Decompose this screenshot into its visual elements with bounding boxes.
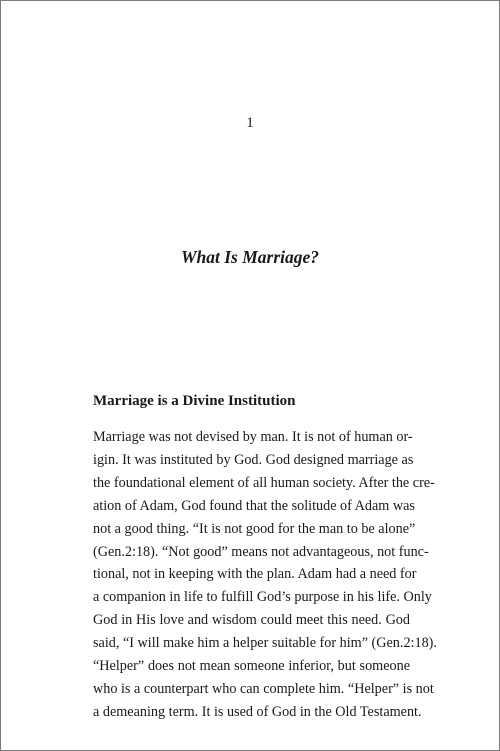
body-line: ation of Adam, God found that the solitude of Adam was (93, 497, 415, 514)
chapter-number: 1 (246, 115, 254, 131)
body-line: God in His love and wisdom could meet this need. God (93, 612, 410, 629)
body-line: the foundational element of all human society. After the cre- (93, 474, 435, 491)
body-line: not a good thing. “It is not good for the man to be alone” (93, 520, 416, 537)
body-line: Marriage was not devised by man. It is not of human or- (93, 429, 413, 445)
body-line: (Gen.2:18). “Not good” means not advantageous, not func- (93, 543, 429, 560)
body-line: “Helper” does not mean someone inferior, but someone (93, 658, 410, 675)
body-line: a demeaning term. It is used of God in the Old Testament. (93, 703, 422, 720)
body-paragraph (93, 426, 437, 724)
body-line: igin. It was instituted by God. God designed marriage as (93, 451, 414, 468)
body-line: said, “I will make him a helper suitable for him” (Gen.2:18). (93, 635, 437, 652)
body-line: tional, not in keeping with the plan. Adam had a need for (93, 566, 417, 583)
section-heading: Marriage is a Divine Institution (93, 393, 296, 409)
body-line: who is a counterpart who can complete him. “Helper” is not (93, 680, 434, 697)
body-line: a companion in life to fulfill God’s purpose in his life. Only (93, 589, 432, 606)
chapter-title: What Is Marriage? (180, 247, 320, 267)
